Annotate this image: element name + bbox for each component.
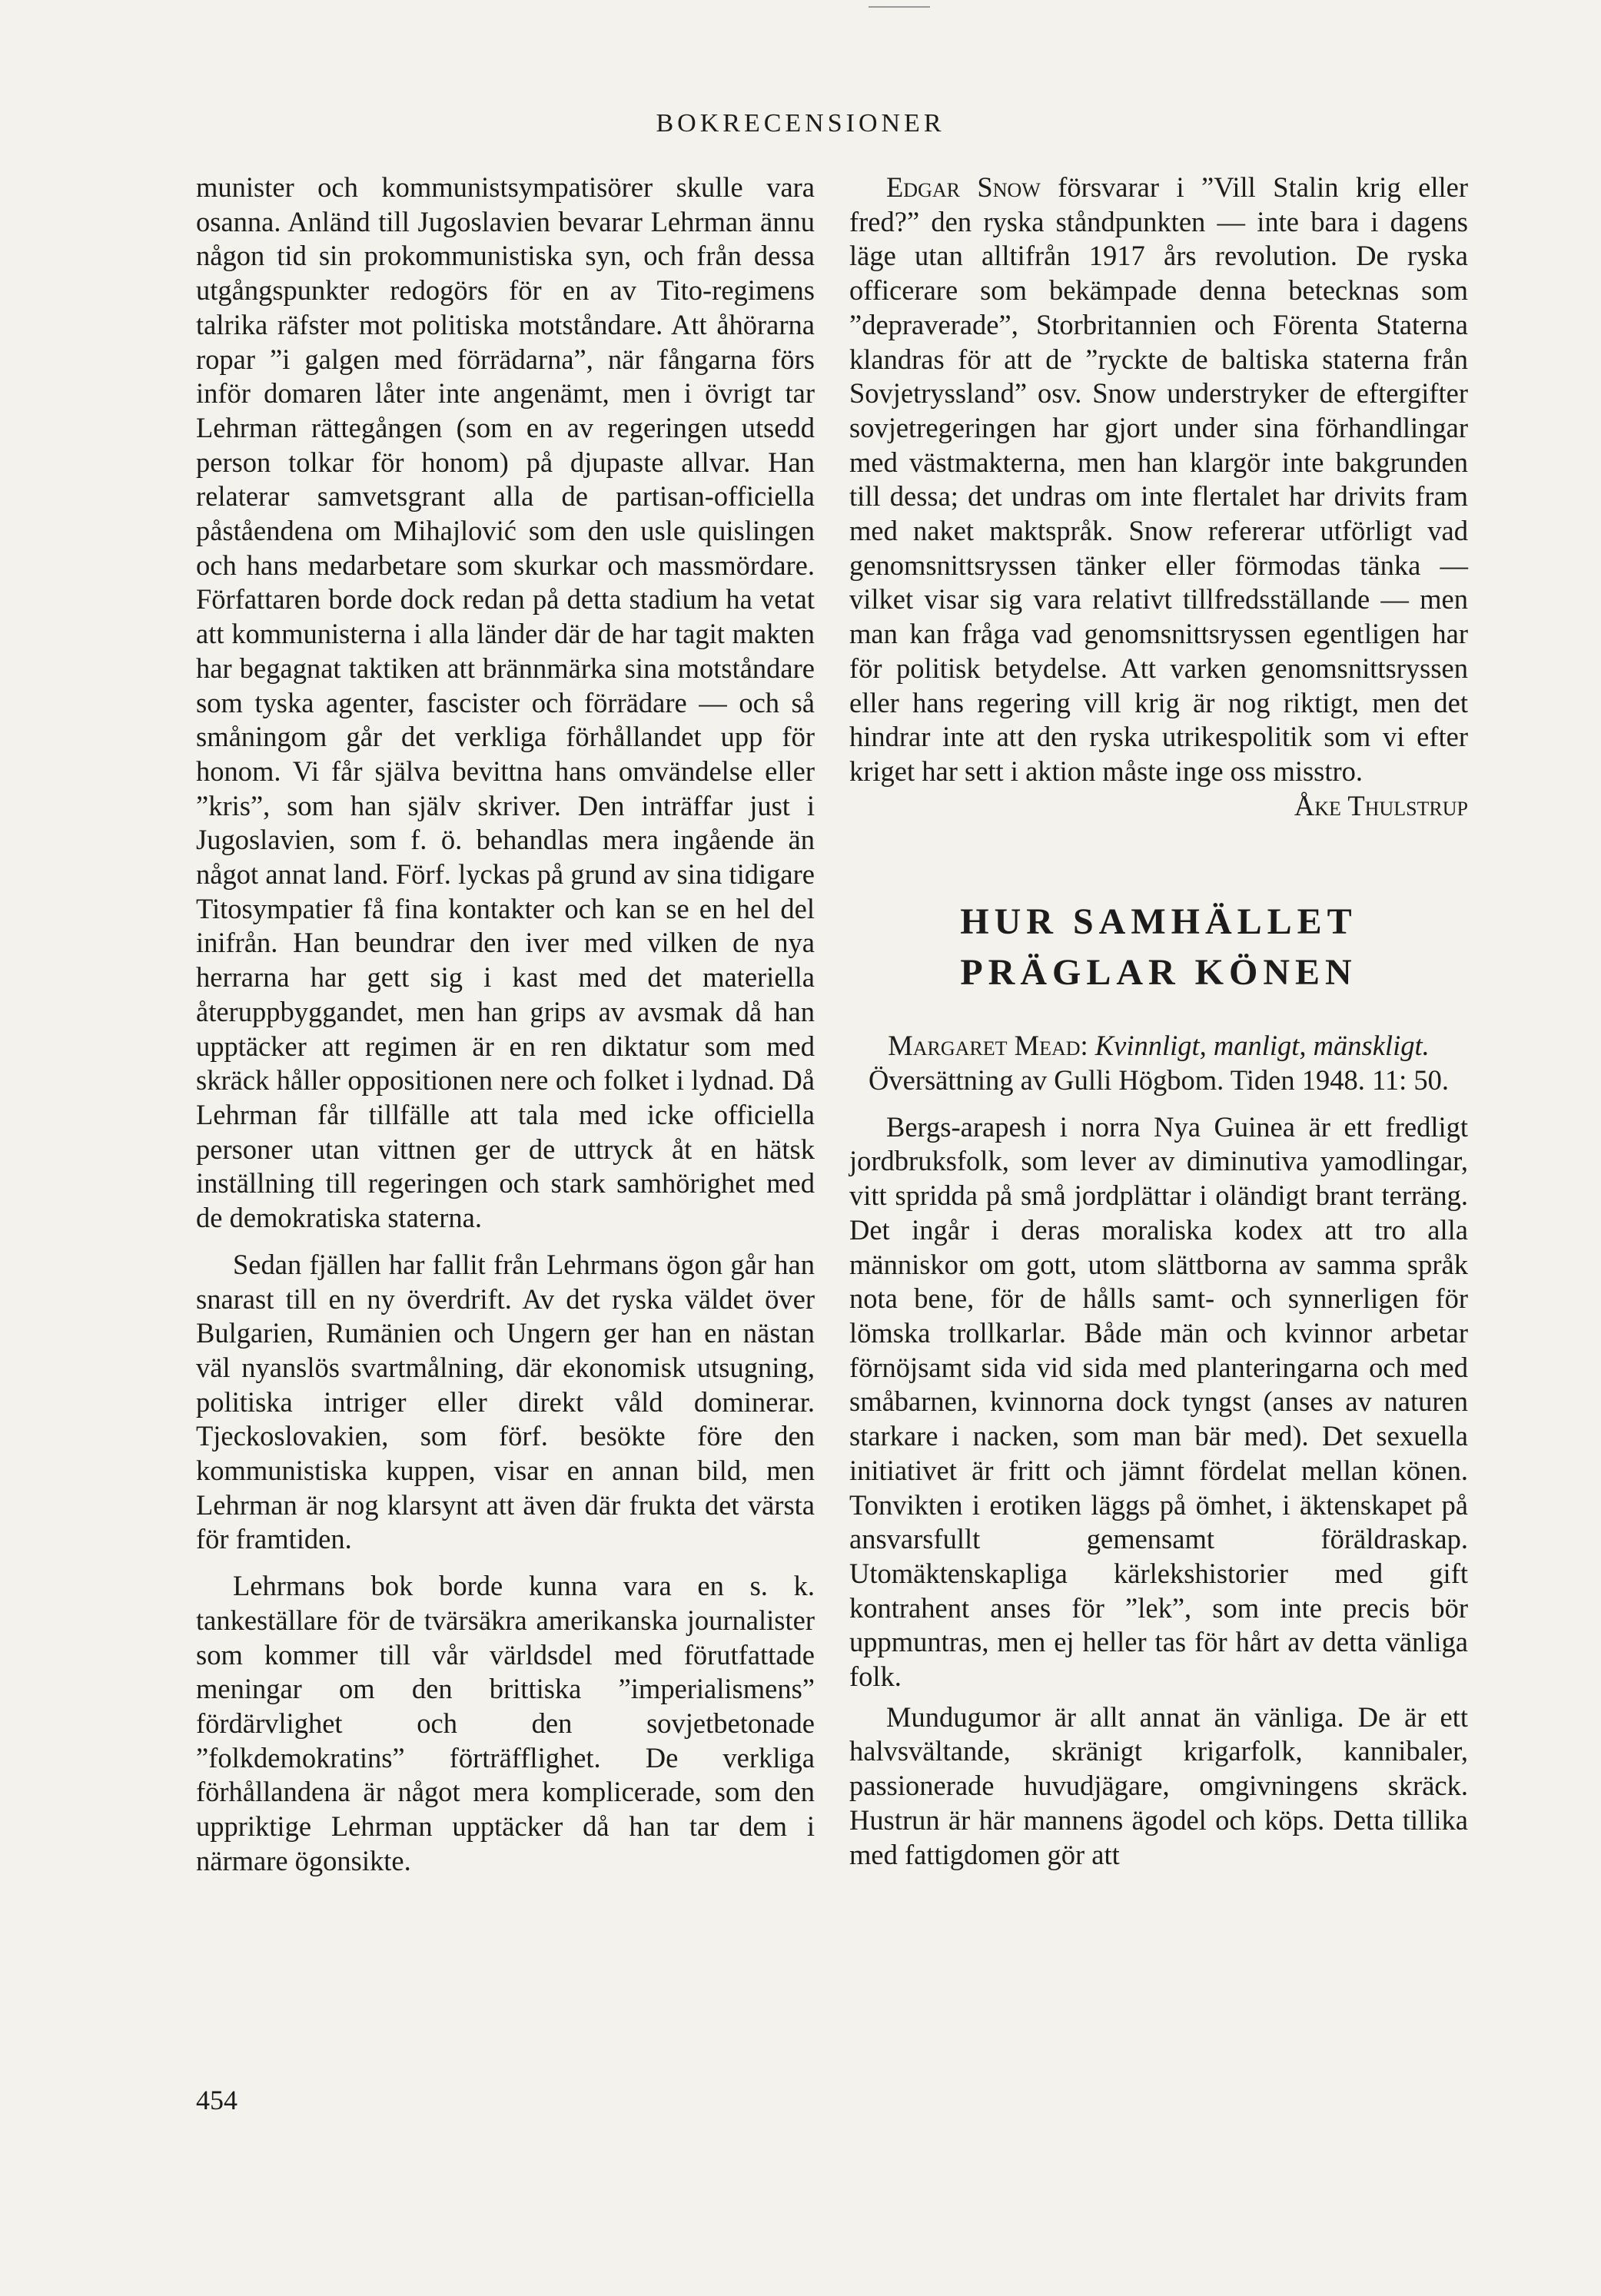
article-title-line-2: PRÄGLAR KÖNEN <box>960 952 1357 994</box>
left-column <box>196 171 815 1878</box>
article-paragraph-1: Bergs-arapesh i norra Nya Guinea är ett fredligt jordbruksfolk, som lever av diminutiva yamodlingar, vitt spridda på små jordplättar i oländigt brant terräng. Det ingår i deras moraliska kodex att tro alla människor om gott, utom slättborna av samma språk nota bene, för de hålls samt- och synnerligen för lömska trollkarlar. Både män och kvinnor arbetar förnöjsamt sida vid sida med planteringarna och med småbarnen, kvinnorna dock tyngst (anses av naturen starkare i nacken, som man bär med). Det sexuella initiativet är fritt och jämnt fördelat mellan könen. Tonvikten i erotiken läggs på ömhet, i äktenskapet på ansvarsfullt gemensamt föräldraskap. Utomäktenskapliga kärlekshistorier med gift kontrahent anses för ”lek”, som inte precis bör uppmuntras, men ej heller tas för hårt av detta vänliga folk. <box>849 1110 1468 1693</box>
running-header: BOKRECENSIONER <box>656 109 945 138</box>
right-column <box>849 171 1468 1872</box>
article-title <box>849 897 1468 998</box>
left-paragraph-3: Lehrmans bok borde kunna vara en s. k. tankeställare för de tvärsäkra amerikanska journalister som kommer till vår världsdel med förutfattade meningar om den brittiska ”imperialismens” fördärvlighet och den sovjetbetonade ”folkdemokratins” förträfflighet. De verkliga förhållandena är något mera komplicerade, som den uppriktige Lehrman upptäcker då han tar dem i närmare ögonsikte. <box>196 1570 815 1876</box>
article-title-line-1: HUR SAMHÄLLET <box>960 901 1357 943</box>
book-author: Margaret Mead: <box>888 1030 1088 1062</box>
review-paragraph <box>849 171 1468 789</box>
left-paragraph-2: Sedan fjällen har fallit från Lehrmans ögon går han snarast till en ny överdrift. Av det ryska väldet över Bulgarien, Rumänien och Ungern ger han en nästan väl nyanslös svartmålning, där ekonomisk utsugning, politiska intriger eller direkt våld dominerar. Tjeckoslovakien, som förf. besökte före den kommunistiska kuppen, visar en annan bild, men Lehrman är nog klarsynt att även där frukta det värsta för framtiden. <box>196 1248 815 1555</box>
article-paragraph-2: Mundugumor är allt annat än vänliga. De är ett halvsvältande, skränigt krigarfolk, kannibaler, passionerade huvudjägare, omgivningens skräck. Hustrun är här mannens ägodel och köps. Detta tillika med fattigdomen gör att <box>849 1700 1468 1870</box>
book-publication: Översättning av Gulli Högbom. Tiden 1948. 11: 50. <box>868 1064 1449 1097</box>
book-title: Kvinnligt, manligt, mänskligt. <box>1094 1030 1430 1062</box>
left-paragraph-1: munister och kommunistsympatisörer skulle vara osanna. Anländ till Jugoslavien bevarar Lehrman ännu någon tid sin prokommunistiska syn, och från dessa utgångspunkter redogörs för en av Tito-regimens talrika räfster mot politiska motståndare. Att åhörarna ropar ”i galgen med förrädarna”, när fångarna förs inför domaren låter inte angenämt, men i övrigt tar Lehrman rättegången (som en av regeringen utsedd person tolkar för honom) på djupaste allvar. Han relaterar samvetsgrant alla de partisan-officiella påståendena om Mihajlović som den usle quislingen och hans medarbetare som skurkar och massmördare. Författaren borde dock redan på detta stadium ha vetat att kommunisterna i alla länder där de har tagit makten har begagnat taktiken att brännmärka sina motståndare som tyska agenter, fascister och förrädare — och så småningom går det verkliga förhållandet upp för honom. Vi får själva bevittna hans omvändelse eller ”kris”, som han själv skriver. Den inträffar just i Jugoslavien, som f. ö. behandlas mera ingående än något annat land. Förf. lyckas på grund av sina tidigare Titosympatier få fina kontakter och kan se en hel del inifrån. Han beundrar den iver med vilken de nya herrarna har gett sig i kast med det materiella återuppbyggandet, men han grips av avsmak då han upptäcker att regimen är en ren diktatur som med skräck håller oppositionen nere och folket i lydnad. Då Lehrman får tillfälle att tala med icke officiella personer utan vittnen ger de uttryck åt en hätsk inställning till regeringen och stark samhörighet med de demokratiska staterna. <box>196 171 815 1234</box>
page-number: 454 <box>196 2085 237 2115</box>
review-author: Edgar Snow <box>886 171 1041 203</box>
review-signature: Åke Thulstrup <box>1294 789 1468 821</box>
book-reference <box>849 1029 1468 1097</box>
review-text: försvarar i ”Vill Stalin krig eller fred?” den ryska ståndpunkten — inte bara i dagens läge utan alltifrån 1917 års revolution. De ryska officerare som bekämpade denna betecknas som ”depraverade”, Storbritannien och Förenta Staterna klandras för att de ”ryckte de baltiska staterna från Sovjetryssland” osv. Snow understryker de eftergifter sovjetregeringen har gjort under sina förhandlingar med västmakterna, men han klargör inte bakgrunden till dessa; det undras om inte flertalet har drivits fram med naket maktspråk. Snow refererar utförligt vad genomsnittsryssen tänker eller förmodas tänka — vilket visar sig vara relativt tillfredsställande — men man kan fråga vad genomsnittsryssen egentligen har för politisk betydelse. Att varken genomsnittsryssen eller hans regering vill krig är nog riktigt, men det hindrar inte att den ryska utrikespolitik som vi efter kriget har sett i aktion måste inge oss misstro. <box>849 171 1468 787</box>
top-edge-mark <box>869 6 930 8</box>
